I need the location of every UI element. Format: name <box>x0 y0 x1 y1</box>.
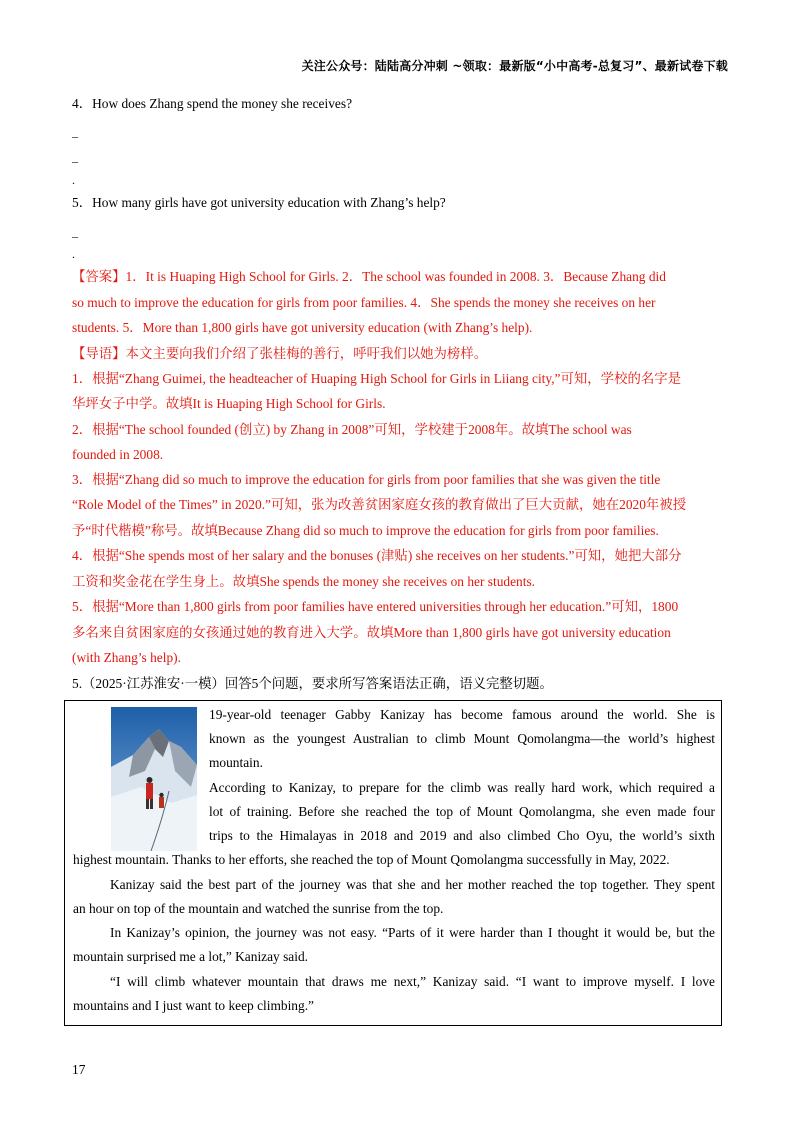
reading-passage-box <box>64 700 722 1026</box>
explanation-line: (with Zhang’s help). <box>72 650 181 665</box>
explanation-line: 华坪女子中学。故填It is Huaping High School for Girls. <box>72 396 386 411</box>
answer-blank[interactable]: . <box>72 173 75 187</box>
passage-line: known as the youngest Australian to climb Mount Qomolangma—the world’s highest <box>209 731 715 746</box>
explanation-line: 4．根据“She spends most of her salary and the bonuses (津贴) she receives on her students.”可知，她把大部分 <box>72 548 682 563</box>
answer-blank[interactable]: . <box>72 247 75 261</box>
task-title: 5.（2025·江苏淮安·一模）回答5个问题，要求所写答案语法正确，语义完整切题。 <box>72 676 553 691</box>
answer-blank[interactable]: _ <box>72 225 78 239</box>
passage-line: According to Kanizay, to prepare for the climb was really hard work, which required a <box>209 780 715 795</box>
passage-line: Kanizay said the best part of the journey was that she and her mother reached the top together. They spent <box>110 877 715 892</box>
explanation-line: founded in 2008. <box>72 447 164 462</box>
explanation-line: 2．根据“The school founded (创立) by Zhang in 2008”可知，学校建于2008年。故填The school was <box>72 422 632 437</box>
explanation-line: 1．根据“Zhang Guimei, the headteacher of Huaping High School for Girls in Liiang city,”可知，学校的名字是 <box>72 371 682 386</box>
explanation-line: 予“时代楷模”称号。故填Because Zhang did so much to improve the education for girls from poor families. <box>72 523 659 538</box>
question-5: 5．How many girls have got university education with Zhang’s help? <box>72 195 446 210</box>
answer-line: students. 5．More than 1,800 girls have got university education (with Zhang’s help). <box>72 320 533 335</box>
explanation-line: 多名来自贫困家庭的女孩通过她的教育进入大学。故填More than 1,800 girls have got university education <box>72 625 671 640</box>
passage-line: highest mountain. Thanks to her efforts, she reached the top of Mount Qomolangma successfully in May, 2022. <box>73 852 670 867</box>
explanation-line: “Role Model of the Times” in 2020.”可知，张为改善贫困家庭女孩的教育做出了巨大贡献，她在2020年被授 <box>72 497 687 512</box>
mountain-climber-photo <box>111 707 197 851</box>
passage-line: mountains and I just want to keep climbing.” <box>73 998 314 1013</box>
passage-line: mountain. <box>209 755 263 770</box>
question-4: 4．How does Zhang spend the money she receives? <box>72 96 353 111</box>
answer-line: 【答案】1．It is Huaping High School for Girls. 2．The school was founded in 2008. 3．Because Zhang did <box>72 269 666 284</box>
passage-line: lot of training. Before she reached the top of Mount Qomolangma, she even made four <box>209 804 715 819</box>
passage-line: 19-year-old teenager Gabby Kanizay has become famous around the world. She is <box>209 707 715 722</box>
passage-line: In Kanizay’s opinion, the journey was not easy. “Parts of it were harder than I thought it would be, but the <box>110 925 715 940</box>
page-header: 关注公众号：陆陆高分冲刺 ~领取：最新版“小中高考-总复习”、最新试卷下载 <box>301 59 728 73</box>
explanation-line: 工资和奖金花在学生身上。故填She spends the money she receives on her students. <box>72 574 536 589</box>
answer-line: so much to improve the education for girls from poor families. 4．She spends the money she receives on her <box>72 295 656 310</box>
answer-blank[interactable]: _ <box>72 150 78 164</box>
answer-blank[interactable]: _ <box>72 125 78 139</box>
passage-line: an hour on top of the mountain and watched the sunrise from the top. <box>73 901 444 916</box>
explanation-line: 3．根据“Zhang did so much to improve the education for girls from poor families that she was given the title <box>72 472 661 487</box>
explanation-line: 5．根据“More than 1,800 girls from poor families have entered universities through her education.”可知，1800 <box>72 599 679 614</box>
guide-line: 【导语】本文主要向我们介绍了张桂梅的善行，呼吁我们以她为榜样。 <box>72 346 488 361</box>
passage-line: mountain surprised me a lot,” Kanizay said. <box>73 949 309 964</box>
page-number: 17 <box>72 1062 86 1077</box>
passage-line: trips to the Himalayas in 2018 and 2019 and also climbed Cho Oyu, the world’s sixth <box>209 828 715 843</box>
passage-line: “I will climb whatever mountain that draws me next,” Kanizay said. “I want to improve myself. I love <box>110 974 715 989</box>
